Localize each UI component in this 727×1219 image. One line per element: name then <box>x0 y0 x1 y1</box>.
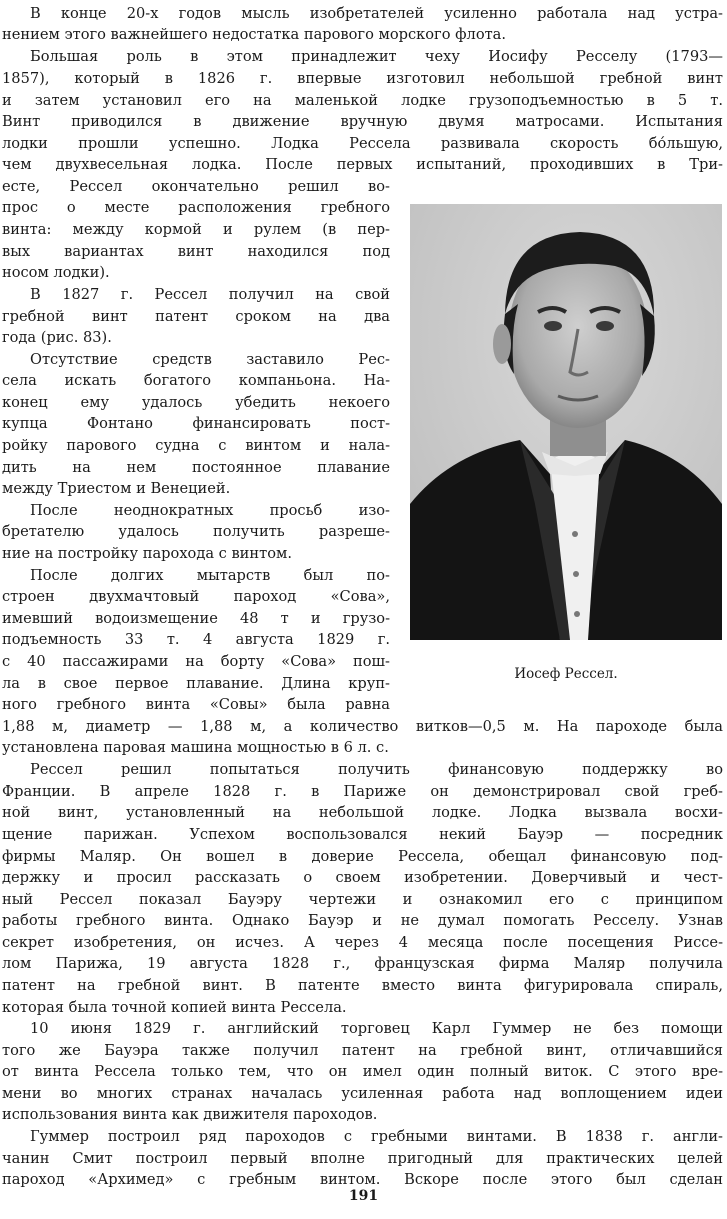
text-line: конец ему удалось убедить некоего <box>2 394 390 411</box>
text-line: пароход «Архимед» с гребным винтом. Вскоре после этого был сделан <box>2 1171 723 1188</box>
text-line: В конце 20-х годов мысль изобретателей усиленно работала над устра- <box>30 5 723 22</box>
text-line: купца Фонтано финансировать пост- <box>2 415 390 432</box>
text-line: бретателю удалось получить разреше- <box>2 523 390 540</box>
text-line: носом лодки). <box>2 264 110 281</box>
text-line: и затем установил его на маленькой лодке грузоподъемностью в 5 т. <box>2 92 723 109</box>
text-line: ного гребного винта «Совы» была равна <box>2 696 390 713</box>
text-line: того же Бауэра также получил патент на гребной винт, отличавшийся <box>2 1042 723 1059</box>
text-line: 10 июня 1829 г. английский торговец Карл Гуммер не без помощи <box>30 1020 723 1037</box>
text-line: вых вариантах винт находился под <box>2 243 390 260</box>
text-line: чанин Смит построил первый вполне пригодный для практических целей <box>2 1150 723 1167</box>
text-line: ла в свое первое плавание. Длина круп- <box>2 675 390 692</box>
text-line: 1,88 м, диаметр — 1,88 м, а количество витков—0,5 м. На пароходе была <box>2 718 723 735</box>
text-line: прос о месте расположения гребного <box>2 199 390 216</box>
text-line: Винт приводился в движение вручную двумя матросами. Испытания <box>2 113 723 130</box>
text-line: ной винт, установленный на небольшой лодке. Лодка вызвала восхи- <box>2 804 723 821</box>
text-line: После неоднократных просьб изо- <box>30 502 390 519</box>
text-line: ние на постройку парохода с винтом. <box>2 545 292 562</box>
text-line: секрет изобретения, он исчез. А через 4 месяца после посещения Риссе- <box>2 934 723 951</box>
text-line: Большая роль в этом принадлежит чеху Иосифу Ресселу (1793— <box>30 48 723 65</box>
text-line: ройку парового судна с винтом и нала- <box>2 437 390 454</box>
text-line: имевший водоизмещение 48 т и грузо- <box>2 610 390 627</box>
text-line: Рессел решил попытаться получить финансовую поддержку во <box>30 761 723 778</box>
text-line: работы гребного винта. Однако Бауэр и не думал помогать Ресселу. Узнав <box>2 912 723 929</box>
text-line: между Триестом и Венецией. <box>2 480 231 497</box>
text-line: лодки прошли успешно. Лодка Рессела развивала скорость бо́льшую, <box>2 135 723 152</box>
text-line: В 1827 г. Рессел получил на свой <box>30 286 390 303</box>
text-line: Отсутствие средств заставило Рес- <box>30 351 390 368</box>
text-line: После долгих мытарств был по- <box>30 567 390 584</box>
text-line: от винта Рессела только тем, что он имел один полный виток. С этого вре- <box>2 1063 723 1080</box>
text-line: 1857), который в 1826 г. впервые изготовил небольшой гребной винт <box>2 70 723 87</box>
text-line: подъемность 33 т. 4 августа 1829 г. <box>2 631 390 648</box>
text-line: чем двухвесельная лодка. После первых испытаний, проходивших в Три- <box>2 156 723 173</box>
text-line: есте, Рессел окончательно решил во- <box>2 178 390 195</box>
text-line: лом Парижа, 19 августа 1828 г., французская фирма Маляр получила <box>2 955 723 972</box>
text-line: установлена паровая машина мощностью в 6 л. с. <box>2 739 389 756</box>
text-line: строен двухмачтовый пароход «Сова», <box>2 588 390 605</box>
text-line: ный Рессел показал Бауэру чертежи и ознакомил его с принципом <box>2 891 723 908</box>
text-line: нением этого важнейшего недостатка парового морского флота. <box>2 26 507 43</box>
text-line: винта: между кормой и рулем (в пер- <box>2 221 390 238</box>
text-line: щение парижан. Успехом воспользовался некий Бауэр — посредник <box>2 826 723 843</box>
text-line: села искать богатого компаньона. На- <box>2 372 390 389</box>
text-line: использования винта как движителя пароходов. <box>2 1106 378 1123</box>
text-line: гребной винт патент сроком на два <box>2 308 390 325</box>
text-line: дить на нем постоянное плавание <box>2 459 390 476</box>
portrait-photo <box>410 204 722 640</box>
text-line: года (рис. 83). <box>2 329 112 346</box>
text-line: Франции. В апреле 1828 г. в Париже он демонстрировал свой греб- <box>2 783 723 800</box>
text-line: патент на гребной винт. В патенте вместо винта фигурировала спираль, <box>2 977 723 994</box>
page-number: 191 <box>348 1188 379 1204</box>
text-line: с 40 пассажирами на борту «Сова» пош- <box>2 653 390 670</box>
text-line: которая была точной копией винта Рессела. <box>2 999 347 1016</box>
text-line: фирмы Маляр. Он вошел в доверие Рессела, обещал финансовую под- <box>2 848 723 865</box>
text-line: мени во многих странах началась усиленная работа над воплощением идеи <box>2 1085 723 1102</box>
text-line: Гуммер построил ряд пароходов с гребными винтами. В 1838 г. англи- <box>30 1128 723 1145</box>
text-line: держку и просил рассказать о своем изобретении. Доверчивый и чест- <box>2 869 723 886</box>
photo-caption: Иосеф Рессел. <box>514 666 618 682</box>
